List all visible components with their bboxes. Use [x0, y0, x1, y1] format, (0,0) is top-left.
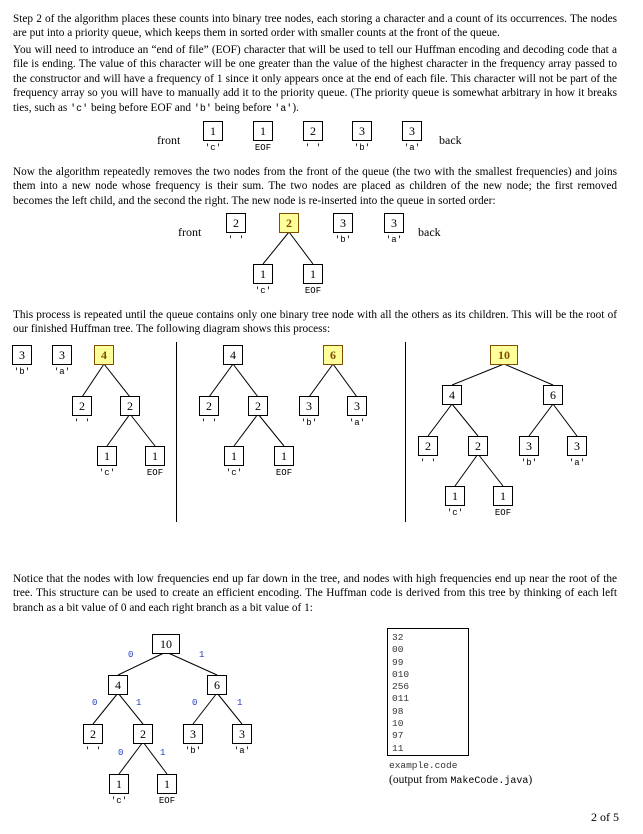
- queue2-node-space-char: ' ': [227, 235, 245, 245]
- step1-node-eof-char: EOF: [146, 468, 164, 478]
- bit-4-left: 0: [92, 698, 98, 708]
- eof-text-a: You will need to introduce an “end of file” (EOF) character that will be used to tell our Huffman encoding and decoding code that a file is ending. The value of this character will be one greater than the value of the highest character in the frequency array passed to the constructor and will have a frequency of 1 since it only appears once at the end of each file. This character will not be part of the frequency array so you will have to manually add it to the priority queue. (The priority queue is somewhat arbitrary in how it breaks ties, such as: [13, 44, 617, 114]
- step1-node-b-char: 'b': [13, 367, 31, 377]
- code-caption-pre: (output from: [389, 774, 451, 786]
- step1-node-2: 2: [120, 396, 140, 416]
- code-caption-post: ): [528, 774, 533, 786]
- queue2-node-eof-char: EOF: [304, 286, 322, 296]
- step3-node-space: 2: [418, 436, 438, 456]
- paragraph-step2: Step 2 of the algorithm places these counts into binary tree nodes, each storing a character and a count of its occurrences. The nodes are put into a priority queue, which keeps them in sorted order with smaller counts at the front of the queue.: [13, 13, 617, 40]
- step2-node-a-char: 'a': [348, 418, 366, 428]
- step3-node-space-char: ' ': [419, 458, 437, 468]
- step2-node-eof-char: EOF: [275, 468, 293, 478]
- final-node-eof-char: EOF: [158, 796, 176, 806]
- bit-6-left: 0: [192, 698, 198, 708]
- step2-node-space-char: ' ': [200, 418, 218, 428]
- step1-node-space: 2: [72, 396, 92, 416]
- bit-6-right: 1: [237, 698, 243, 708]
- step2-node-new-6: 6: [323, 345, 343, 365]
- final-node-a: 3: [232, 724, 252, 744]
- step3-node-6: 6: [543, 385, 563, 405]
- step1-node-a: 3: [52, 345, 72, 365]
- step3-node-a-char: 'a': [568, 458, 586, 468]
- eof-text-b: being before EOF and: [88, 101, 194, 114]
- paragraph-repeat: This process is repeated until the queue contains only one binary tree node with all the others as its children. This will be the root of our finished Huffman tree. The following diagram shows this process:: [13, 309, 617, 336]
- final-node-c-char: 'c': [110, 796, 128, 806]
- step3-node-4: 4: [442, 385, 462, 405]
- step1-node-c-char: 'c': [98, 468, 116, 478]
- final-node-space-char: ' ': [84, 746, 102, 756]
- final-node-2: 2: [133, 724, 153, 744]
- queue-node-space-char: ' ': [304, 143, 322, 153]
- code-line: 00: [392, 644, 404, 656]
- step2-node-eof: 1: [274, 446, 294, 466]
- code-line: 011: [392, 693, 410, 705]
- queue2-node-a: 3: [384, 213, 404, 233]
- step1-node-new-4: 4: [94, 345, 114, 365]
- queue-node-a-char: 'a': [403, 143, 421, 153]
- bit-2-right: 1: [160, 748, 166, 758]
- bit-2-left: 0: [118, 748, 124, 758]
- queue-node-c-char: 'c': [204, 143, 222, 153]
- queue2-back-label: back: [418, 225, 441, 239]
- queue2-node-b-char: 'b': [334, 235, 352, 245]
- queue-back-label: back: [439, 133, 462, 147]
- code-line: 98: [392, 705, 404, 717]
- paragraph-encoding: Notice that the nodes with low frequencies end up far down in the tree, and nodes with high frequencies end up near the root of the tree. This structure can be used to create an efficient encoding. The Huffman code is derived from this tree by thinking of each left branch as a bit value of 0 and each right branch as a bit value of 1:: [13, 573, 617, 614]
- queue2-node-b: 3: [333, 213, 353, 233]
- final-node-space: 2: [83, 724, 103, 744]
- step1-node-a-char: 'a': [53, 367, 71, 377]
- code-caption: [389, 774, 532, 787]
- bit-4-right: 1: [136, 698, 142, 708]
- final-node-c: 1: [109, 774, 129, 794]
- step3-node-eof-char: EOF: [494, 508, 512, 518]
- char-b-inline: 'b': [193, 103, 212, 115]
- paragraph-combine: Now the algorithm repeatedly removes the two nodes from the front of the queue (the two with the smallest frequencies) and joins them into a new node whose frequency is their sum. The two nodes are placed as children of the new node; the first removed becomes the left child, and the second the right. The new node is re-inserted into the queue in sorted order:: [13, 166, 617, 207]
- page-number: 2 of 5: [591, 810, 619, 824]
- code-line: 97: [392, 730, 404, 742]
- final-node-root: 10: [152, 634, 180, 654]
- queue2-front-label: front: [178, 225, 202, 239]
- step3-node-eof: 1: [493, 486, 513, 506]
- code-line: 99: [392, 656, 404, 668]
- queue2-node-c: 1: [253, 264, 273, 284]
- step2-node-2: 2: [248, 396, 268, 416]
- code-line: 32: [392, 632, 404, 643]
- queue2-node-space: 2: [226, 213, 246, 233]
- final-node-eof: 1: [157, 774, 177, 794]
- code-filename: example.code: [389, 760, 458, 771]
- step3-node-root-10: 10: [490, 345, 518, 365]
- step3-node-2: 2: [468, 436, 488, 456]
- bit-root-right: 1: [199, 650, 205, 660]
- step2-node-space: 2: [199, 396, 219, 416]
- step2-node-c-char: 'c': [225, 468, 243, 478]
- code-line: 256: [392, 681, 410, 693]
- step2-node-a: 3: [347, 396, 367, 416]
- queue2-node-new-2: 2: [279, 213, 299, 233]
- queue2-node-a-char: 'a': [385, 235, 403, 245]
- step1-node-c: 1: [97, 446, 117, 466]
- step3-node-c: 1: [445, 486, 465, 506]
- step3-node-a: 3: [567, 436, 587, 456]
- step2-node-4: 4: [223, 345, 243, 365]
- code-file-contents: [387, 628, 469, 756]
- char-c-inline: 'c': [70, 103, 89, 115]
- code-caption-class: MakeCode.java: [450, 776, 529, 787]
- step3-node-b-char: 'b': [520, 458, 538, 468]
- queue-node-b: 3: [352, 121, 372, 141]
- queue-node-c: 1: [203, 121, 223, 141]
- step3-node-b: 3: [519, 436, 539, 456]
- queue-node-eof: 1: [253, 121, 273, 141]
- step2-node-c: 1: [224, 446, 244, 466]
- final-node-b: 3: [183, 724, 203, 744]
- final-node-a-char: 'a': [233, 746, 251, 756]
- queue-node-b-char: 'b': [353, 143, 371, 153]
- queue-node-eof-char: EOF: [254, 143, 272, 153]
- step1-node-space-char: ' ': [73, 418, 91, 428]
- code-line: 010: [392, 668, 410, 680]
- step3-node-c-char: 'c': [446, 508, 464, 518]
- step2-node-b-char: 'b': [300, 418, 318, 428]
- queue-node-space: 2: [303, 121, 323, 141]
- queue2-node-c-char: 'c': [254, 286, 272, 296]
- step1-node-b: 3: [12, 345, 32, 365]
- eof-text-e: ).: [292, 101, 299, 114]
- eof-text-d: being before: [211, 101, 275, 114]
- step2-node-b: 3: [299, 396, 319, 416]
- code-line: 11: [392, 742, 404, 754]
- queue-node-a: 3: [402, 121, 422, 141]
- final-node-b-char: 'b': [184, 746, 202, 756]
- final-node-4: 4: [108, 675, 128, 695]
- char-a-inline: 'a': [274, 103, 293, 115]
- final-node-6: 6: [207, 675, 227, 695]
- queue2-node-eof: 1: [303, 264, 323, 284]
- bit-root-left: 0: [128, 650, 134, 660]
- step1-node-eof: 1: [145, 446, 165, 466]
- code-line: 10: [392, 718, 404, 730]
- queue-front-label: front: [157, 133, 181, 147]
